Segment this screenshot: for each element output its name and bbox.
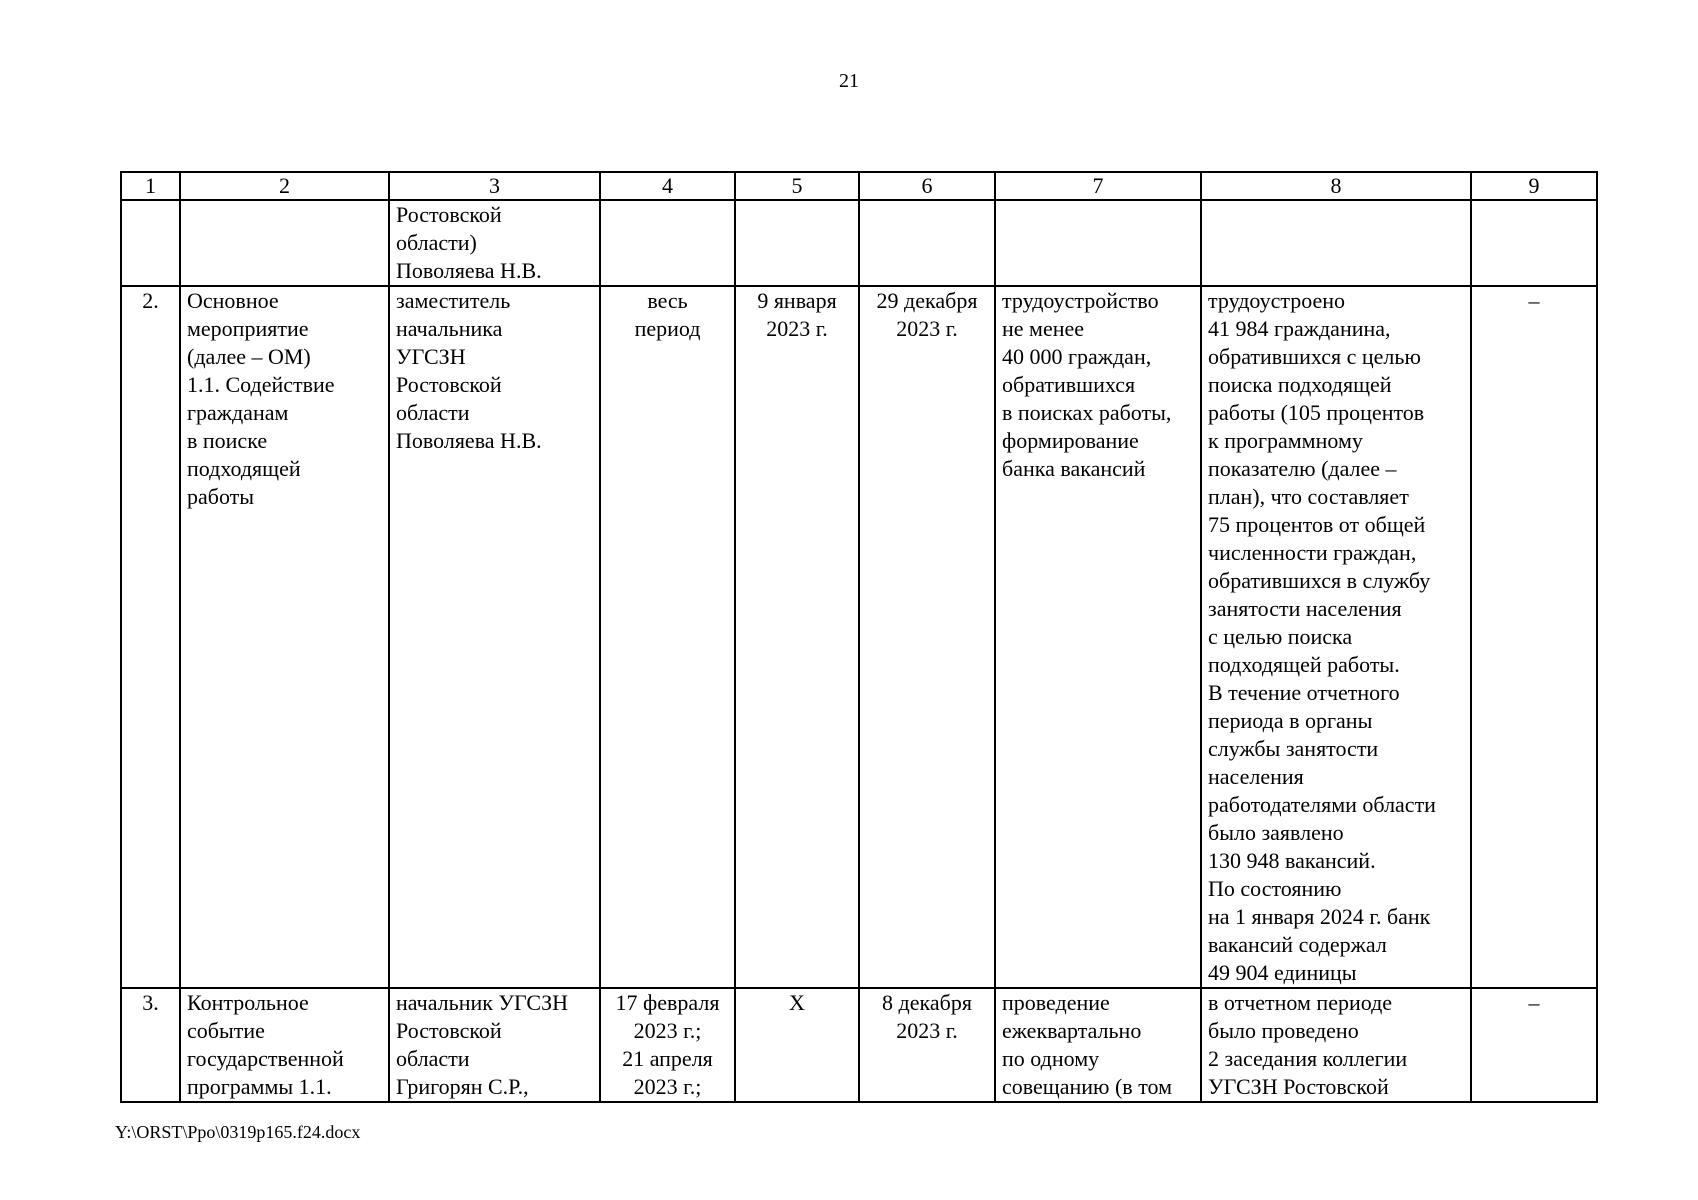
header-cell: 5 [735, 172, 859, 200]
event-name-cell: Контрольное событие государственной программы 1.1. [180, 988, 389, 1102]
period-cell: 17 февраля 2023 г.; 21 апреля 2023 г.; [600, 988, 735, 1102]
table-row [121, 988, 1597, 1102]
period-cell [600, 200, 735, 286]
responsible-cell: Ростовской области) Поволяева Н.В. [389, 200, 600, 286]
row-number-cell [121, 200, 180, 286]
actual-result-cell: в отчетном периоде было проведено 2 заседания коллегии УГСЗН Ростовской [1201, 988, 1471, 1102]
page-number: 21 [839, 70, 859, 92]
actual-result-cell: трудоустроено 41 984 гражданина, обратившихся с целью поиска подходящей работы (105 процентов к программному показателю (далее – план), что составляет 75 процентов от общей численности граждан, обратившихся в службу занятости населения с целью поиска подходящей работы. В течение отчетного периода в органы службы занятости населения работодателями области было заявлено 130 948 вакансий. По состоянию на 1 января 2024 г. банк вакансий содержал 49 904 единицы [1201, 286, 1471, 988]
header-cell: 4 [600, 172, 735, 200]
header-cell: 7 [995, 172, 1201, 200]
actual-result-cell [1201, 200, 1471, 286]
footer-file-path: Y:\ORST\Ppo\0319p165.f24.docx [115, 1122, 361, 1142]
planned-result-cell: проведение ежеквартально по одному совещанию (в том [995, 988, 1201, 1102]
planned-result-cell [995, 200, 1201, 286]
period-cell: весь период [600, 286, 735, 988]
table-row [121, 200, 1597, 286]
responsible-cell: начальник УГСЗН Ростовской области Григорян С.Р., [389, 988, 600, 1102]
notes-cell: – [1471, 286, 1597, 988]
header-cell: 2 [180, 172, 389, 200]
notes-cell: – [1471, 988, 1597, 1102]
end-date-cell: 8 декабря 2023 г. [859, 988, 995, 1102]
table-row [121, 286, 1597, 988]
notes-cell [1471, 200, 1597, 286]
table-header-row [121, 172, 1597, 200]
header-cell: 3 [389, 172, 600, 200]
start-date-cell [735, 200, 859, 286]
row-number-cell: 3. [121, 988, 180, 1102]
header-cell: 9 [1471, 172, 1597, 200]
start-date-cell: Х [735, 988, 859, 1102]
header-cell: 8 [1201, 172, 1471, 200]
end-date-cell [859, 200, 995, 286]
report-table [120, 171, 1598, 1103]
responsible-cell: заместитель начальника УГСЗН Ростовской области Поволяева Н.В. [389, 286, 600, 988]
start-date-cell: 9 января 2023 г. [735, 286, 859, 988]
header-cell: 6 [859, 172, 995, 200]
end-date-cell: 29 декабря 2023 г. [859, 286, 995, 988]
planned-result-cell: трудоустройство не менее 40 000 граждан, обратившихся в поисках работы, формирование банка вакансий [995, 286, 1201, 988]
header-cell: 1 [121, 172, 180, 200]
event-name-cell: Основное мероприятие (далее – ОМ) 1.1. Содействие гражданам в поиске подходящей работы [180, 286, 389, 988]
row-number-cell: 2. [121, 286, 180, 988]
event-name-cell [180, 200, 389, 286]
